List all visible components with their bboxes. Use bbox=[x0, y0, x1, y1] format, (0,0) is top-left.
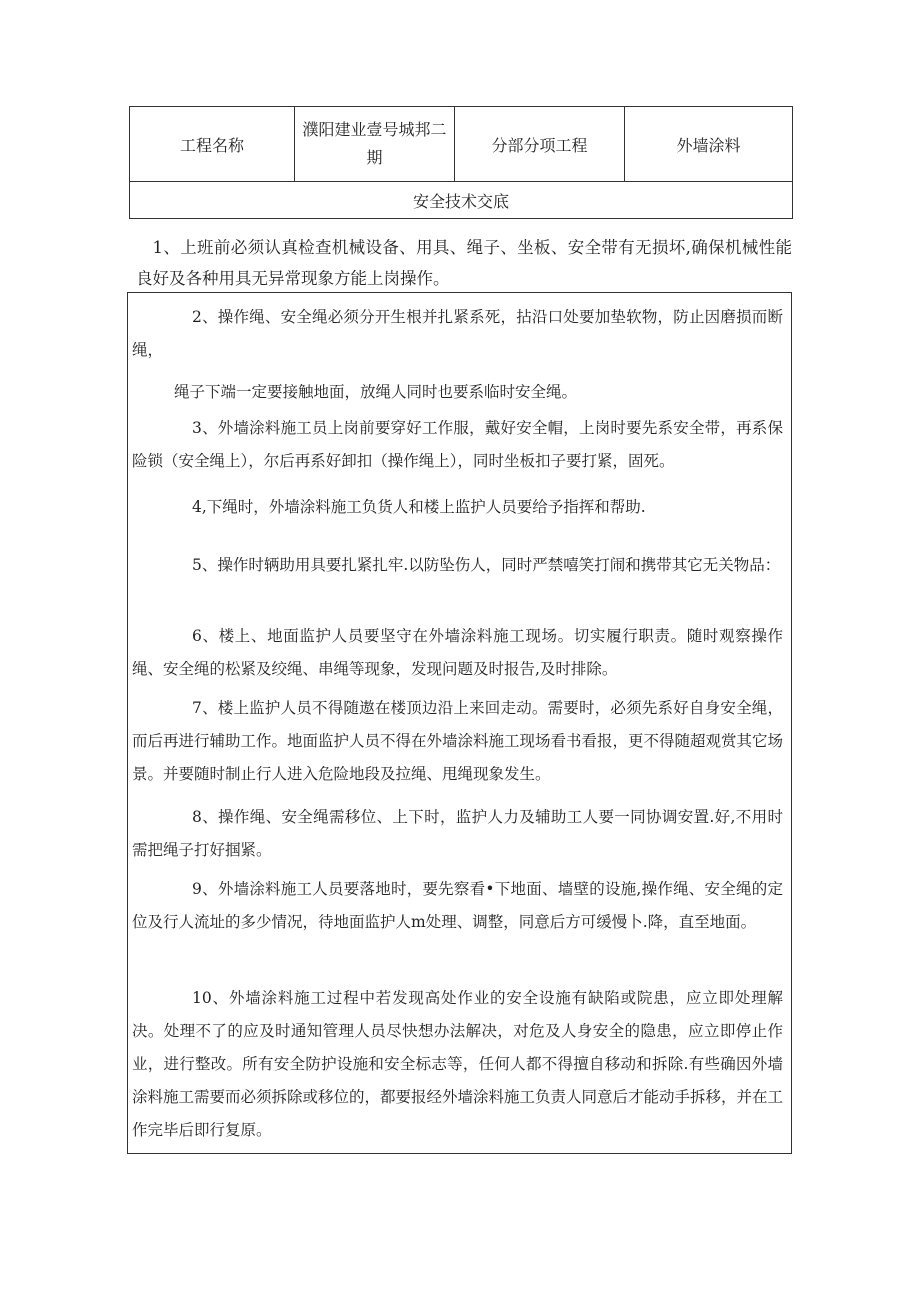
subitem-label: 分部分项工程 bbox=[455, 107, 625, 182]
safety-item-10: 10、外墙涂料施工过程中若发现高处作业的安全设施有缺陷或院患，应立即处理解决。处理不了的应及时通知管理人员尽快想办法解决，对危及人身安全的隐患，应立即停止作业，进行整改。所有安全防护设施和安全标志等，任何人都不得擅自移动和拆除.有些确因外墙涂料施工需要而必须拆除或移位的，都要报经外墙涂料施工负责人同意后才能动手拆移，并在工作完毕后即行复原。 bbox=[132, 989, 784, 1139]
section-title: 安全技术交底 bbox=[130, 182, 793, 219]
project-name-label: 工程名称 bbox=[130, 107, 295, 182]
safety-item-4: 4,下绳时，外墙涂料施工负货人和楼上监护人员要给予指挥和帮助. bbox=[192, 498, 646, 516]
project-name-value: 濮阳建业壹号城邦二期 bbox=[295, 107, 455, 182]
safety-item-7: 7、楼上监护人员不得随遨在楼顶边沿上来回走动。需要时，必须先系好自身安全绳，而后再进行辅助工作。地面监护人员不得在外墙涂料施工现场看书看报，更不得随超观赏其它场景。并要随时制止行人进入危险地段及拉绳、甩绳现象发生。 bbox=[132, 699, 784, 783]
project-header-table bbox=[129, 106, 793, 219]
safety-item-2-cont: 绳子下端一定要接触地面，放绳人同时也要系临时安全绳。 bbox=[174, 383, 578, 401]
safety-item-8: 8、操作绳、安全绳需移位、上下时，监护人力及辅助工人要一同协调安置.好,不用时需把绳子打好掴紧。 bbox=[132, 808, 783, 859]
safety-item-6: 6、楼上、地面监护人员要坚守在外墙涂料施工现场。切实履行职责。随时观察操作绳、安全绳的松紧及绞绳、串绳等现象，发现问题及时报告,及时排除。 bbox=[132, 627, 783, 678]
project-info-row bbox=[130, 107, 793, 182]
safety-item-2: 2、操作绳、安全绳必须分开生根并扎紧系死，拈沿口处要加垫软物，防止因磨损而断绳， bbox=[132, 308, 783, 359]
safety-item-3: 3、外墙涂料施工员上岗前要穿好工作服，戴好安全帽，上岗时要先系安全带，再系保险锁（安全绳上），尔后再系好卸扣（操作绳上），同时坐板扣子要打紧，固死。 bbox=[132, 419, 783, 470]
subitem-value: 外墙涂料 bbox=[625, 107, 793, 182]
safety-item-5: 5、操作时辆助用具要扎紧扎牢.以防坠伤人，同时严禁嘻笑打闹和携带其它无关物品： bbox=[192, 556, 781, 574]
safety-item-9: 9、外墙涂料施工人员要落地时，要先察看•下地面、墙壁的设施,操作绳、安全绳的定位及行人流址的多少情况，待地面监护人m处理、调整，同意后方可缓慢卜.降，直至地面。 bbox=[132, 880, 783, 931]
section-title-row bbox=[130, 182, 793, 219]
intro-paragraph: 1、上班前必须认真检查机械设备、用具、绳子、坐板、安全带有无损坏,确保机械性能良好及各种用具无异常现象方能上岗操作。 bbox=[136, 238, 792, 288]
safety-content-box bbox=[127, 292, 792, 1154]
